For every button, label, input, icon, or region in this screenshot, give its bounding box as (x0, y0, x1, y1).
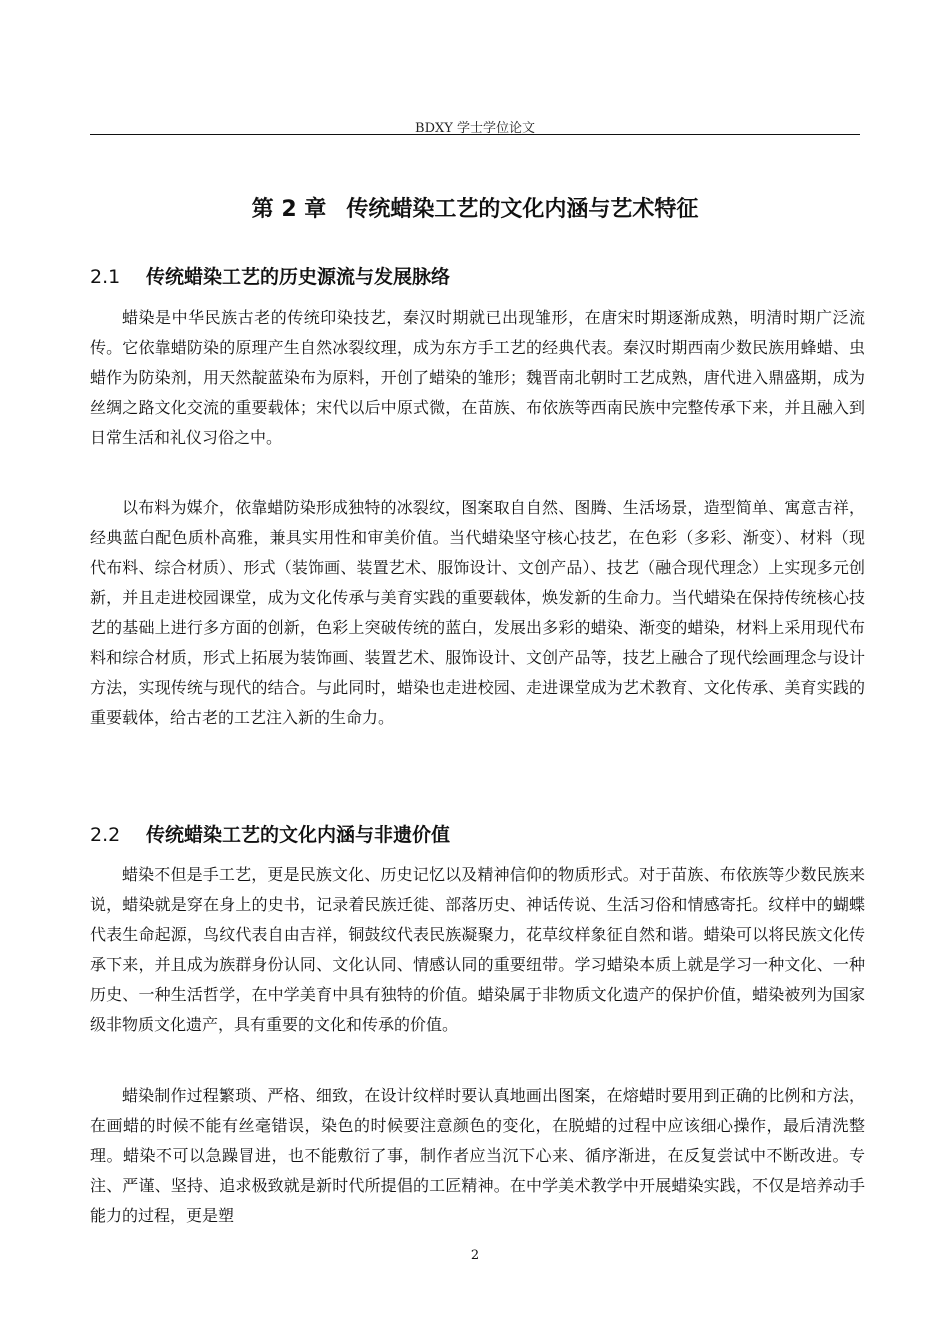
chapter-number: 第 2 章 (251, 197, 327, 222)
page-number: 2 (470, 1248, 480, 1263)
paragraph: 蜡染是中华民族古老的传统印染技艺，秦汉时期就已出现雏形，在唐宋时期逐渐成熟，明清时期广泛流传。它依靠蜡防染的原理产生自然冰裂纹理，成为东方手工艺的经典代表。秦汉时期西南少数民族用蜂蜡、虫蜡作为防染剂，用天然靛蓝染布为原料，开创了蜡染的雏形；魏晋南北朝时工艺成熟，唐代进入鼎盛期，成为丝绸之路文化交流的重要载体；宋代以后中原式微，在苗族、布依族等西南民族中完整传承下来，并且融入到日常生活和礼仪习俗之中。 (90, 308, 865, 447)
section-number: 2.2 (90, 824, 121, 846)
section-title: 传统蜡染工艺的文化内涵与非遗价值 (146, 824, 451, 846)
chapter-heading (90, 192, 860, 223)
header-rule (90, 134, 860, 135)
paragraph: 以布料为媒介，依靠蜡防染形成独特的冰裂纹，图案取自自然、图腾、生活场景，造型简单、寓意吉祥，经典蓝白配色质朴高雅，兼具实用性和审美价值。当代蜡染坚守核心技艺，在色彩（多彩、渐变）、材料（现代布料、综合材质）、形式（装饰画、装置艺术、服饰设计、文创产品）、技艺（融合现代理念）上实现多元创新，并且走进校园课堂，成为文化传承与美育实践的重要载体，焕发新的生命力。当代蜡染在保持传统核心技艺的基础上进行多方面的创新，色彩上突破传统的蓝白，发展出多彩的蜡染、渐变的蜡染，材料上采用现代布料和综合材质，形式上拓展为装饰画、装置艺术、服饰设计、文创产品等，技艺上融合了现代绘画理念与设计方法，实现传统与现代的结合。与此同时，蜡染也走进校园、走进课堂成为艺术教育、文化传承、美育实践的重要载体，给古老的工艺注入新的生命力。 (90, 498, 865, 727)
section-title: 传统蜡染工艺的历史源流与发展脉络 (146, 266, 451, 288)
paragraph: 蜡染不但是手工艺，更是民族文化、历史记忆以及精神信仰的物质形式。对于苗族、布依族等少数民族来说，蜡染就是穿在身上的史书，记录着民族迁徙、部落历史、神话传说、生活习俗和情感寄托。纹样中的蝴蝶代表生命起源，鸟纹代表自由吉祥，铜鼓纹代表民族凝聚力，花草纹样象征自然和谐。蜡染可以将民族文化传承下来，并且成为族群身份认同、文化认同、情感认同的重要纽带。学习蜡染本质上就是学习一种文化、一种历史、一种生活哲学，在中学美育中具有独特的价值。蜡染属于非物质文化遗产的保护价值，蜡染被列为国家级非物质文化遗产，具有重要的文化和传承的价值。 (90, 865, 865, 1034)
chapter-title: 传统蜡染工艺的文化内涵与艺术特征 (346, 197, 699, 222)
running-header: BDXY 学士学位论文 (415, 121, 535, 136)
section-number: 2.1 (90, 266, 121, 288)
paragraph: 蜡染制作过程繁琐、严格、细致，在设计纹样时要认真地画出图案，在熔蜡时要用到正确的比例和方法，在画蜡的时候不能有丝毫错误，染色的时候要注意颜色的变化，在脱蜡的过程中应该细心操作，最后清洗整理。蜡染不可以急躁冒进，也不能敷衍了事，制作者应当沉下心来、循序渐进，在反复尝试中不断改进。专注、严谨、坚持、追求极致就是新时代所提倡的工匠精神。在中学美术教学中开展蜡染实践，不仅是培养动手能力的过程，更是塑 (90, 1086, 865, 1225)
section-heading-2-1 (90, 262, 450, 289)
section-heading-2-2 (90, 820, 450, 847)
